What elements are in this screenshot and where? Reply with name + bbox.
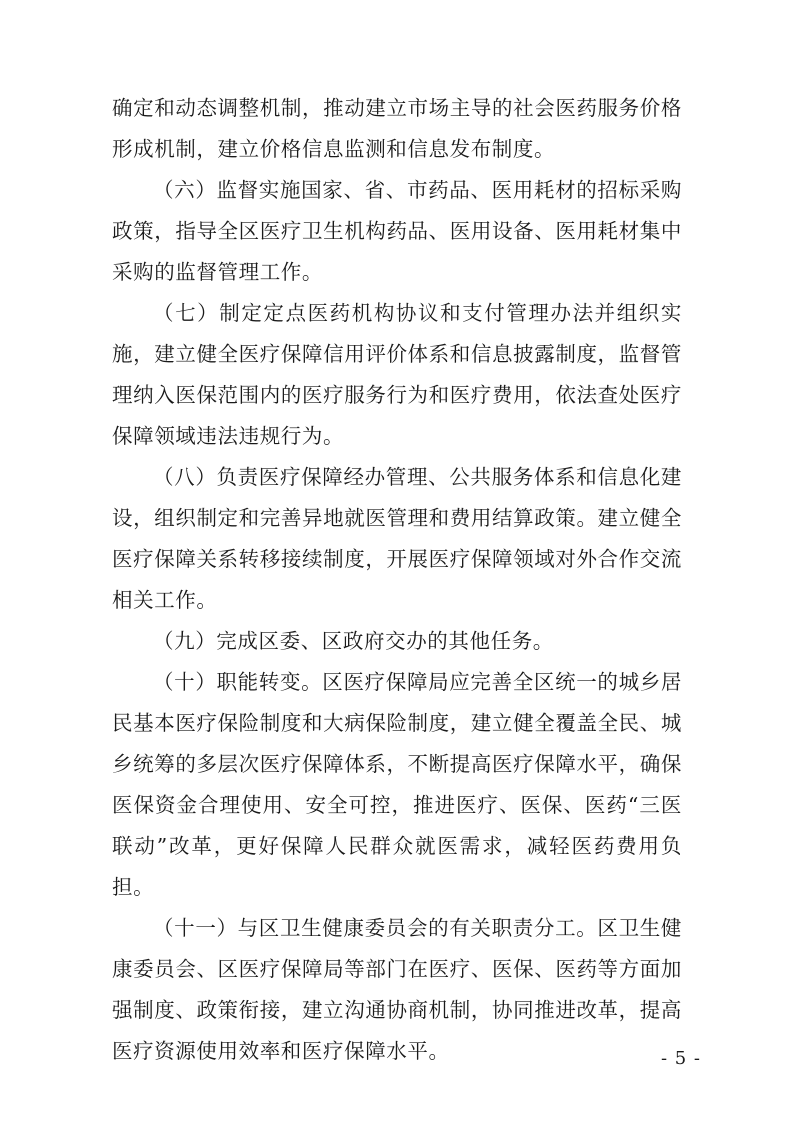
paragraph-continuation: 确定和动态调整机制，推动建立市场主导的社会医药服务价格形成机制，建立价格信息监测和信息发布制度。 <box>112 96 682 161</box>
paragraph-item-11: （十一）与区卫生健康委员会的有关职责分工。区卫生健康委员会、区医疗保障局等部门在医疗、医保、医药等方面加强制度、政策衔接，建立沟通协商机制，协同推进改革，提高医疗资源使用效率和医疗保障水平。 <box>112 916 682 1063</box>
paragraph-item-6: （六）监督实施国家、省、市药品、医用耗材的招标采购政策，指导全区医疗卫生机构药品、医用设备、医用耗材集中采购的监督管理工作。 <box>112 178 682 284</box>
paragraph-item-7: （七）制定定点医药机构协议和支付管理办法并组织实施，建立健全医疗保障信用评价体系和信息披露制度，监督管理纳入医保范围内的医疗服务行为和医疗费用，依法查处医疗保障领域违法违规行为。 <box>112 301 682 448</box>
page-number: - 5 - <box>660 1048 701 1069</box>
paragraph-item-10: （十）职能转变。区医疗保障局应完善全区统一的城乡居民基本医疗保险制度和大病保险制度，建立健全覆盖全民、城乡统筹的多层次医疗保障体系，不断提高医疗保障水平，确保医保资金合理使用、安全可控，推进医疗、医保、医药“三医联动”改革，更好保障人民群众就医需求，减轻医药费用负担。 <box>112 670 682 899</box>
document-body <box>112 88 682 1072</box>
paragraph-item-8: （八）负责医疗保障经办管理、公共服务体系和信息化建设，组织制定和完善异地就医管理和费用结算政策。建立健全医疗保障关系转移接续制度，开展医疗保障领域对外合作交流相关工作。 <box>112 465 682 612</box>
paragraph-item-9: （九）完成区委、区政府交办的其他任务。 <box>153 629 554 653</box>
